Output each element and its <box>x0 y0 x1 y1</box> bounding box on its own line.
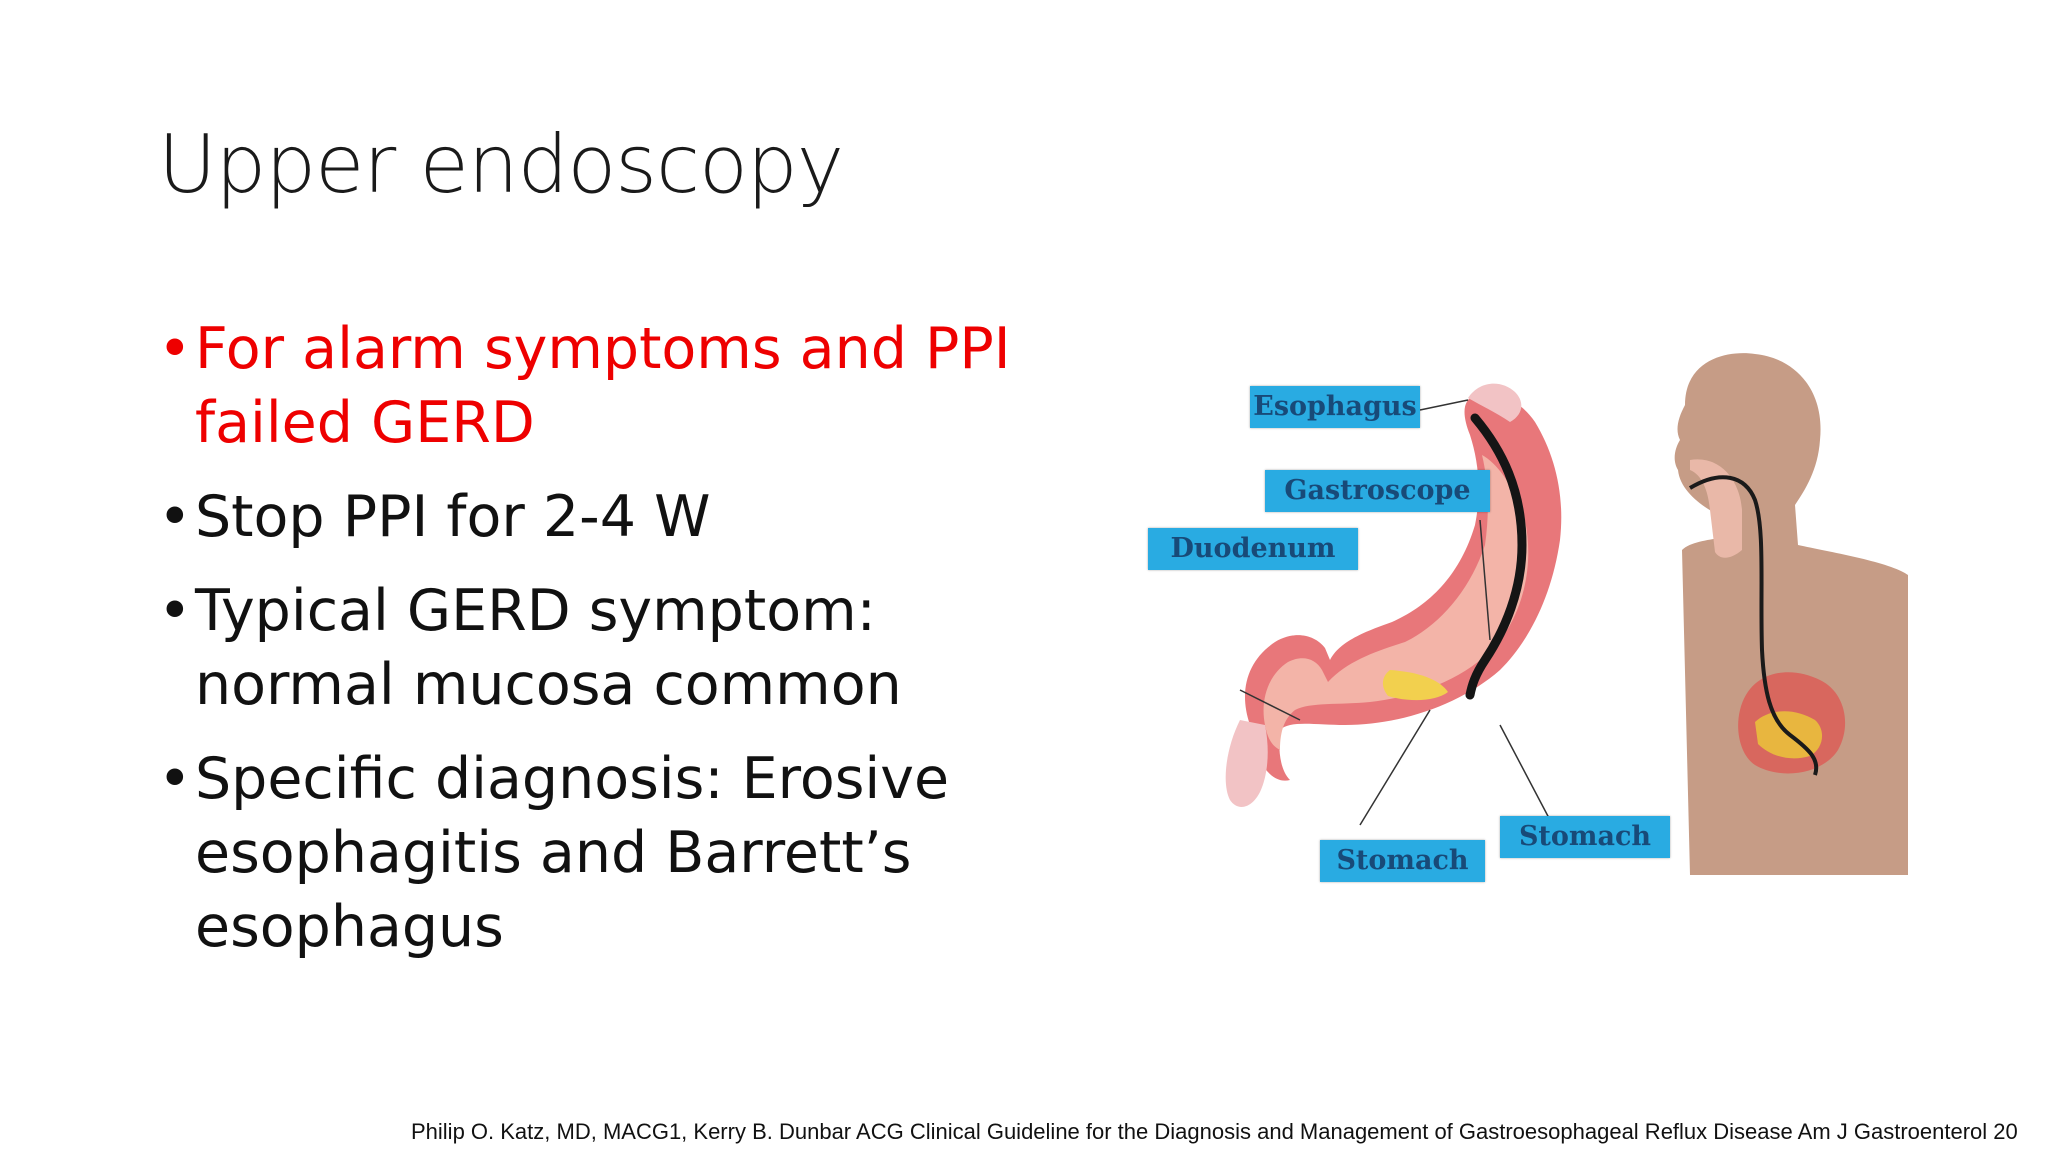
label-duodenum: Duodenum <box>1148 528 1358 570</box>
bullet-item-typical-symptom: • Typical GERD symptom: normal mucosa common <box>158 574 1078 722</box>
citation: Philip O. Katz, MD, MACG1, Kerry B. Dunbar ACG Clinical Guideline for the Diagnosis and Management of Gastroesophageal Reflux Disease Am J Gastroenterol 20 <box>411 1119 2018 1144</box>
endoscopy-illustration <box>1130 330 1920 910</box>
page-title: Upper endoscopy <box>158 118 844 211</box>
bullet-list <box>158 312 1078 984</box>
label-gastroscope: Gastroscope <box>1265 470 1490 512</box>
bullet-item-alarm: • For alarm symptoms and PPI failed GERD <box>158 312 1078 460</box>
bullet-item-stop-ppi: • Stop PPI for 2-4 W <box>158 480 1078 554</box>
bullet-item-specific-diagnosis: • Specific diagnosis: Erosive esophagitis and Barrett’s esophagus <box>158 742 1078 964</box>
human-silhouette <box>1675 353 1908 875</box>
label-stomach-right: Stomach <box>1500 816 1670 858</box>
label-esophagus: Esophagus <box>1250 386 1420 428</box>
label-stomach-left: Stomach <box>1320 840 1485 882</box>
